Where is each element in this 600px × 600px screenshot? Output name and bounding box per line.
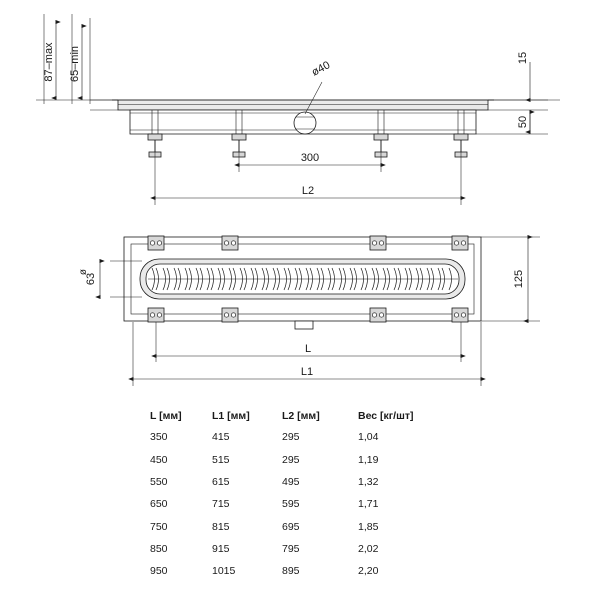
cell-l2: 595 xyxy=(282,498,300,511)
cell-l: 350 xyxy=(150,431,168,444)
cell-l: 450 xyxy=(150,453,168,466)
table-row xyxy=(150,493,440,515)
cell-l1: 715 xyxy=(212,498,230,511)
cell-l1: 615 xyxy=(212,475,230,488)
cell-l1: 915 xyxy=(212,543,230,556)
svg-text:65–min: 65–min xyxy=(69,45,81,83)
table-row xyxy=(150,538,440,560)
cell-l2: 895 xyxy=(282,565,300,578)
svg-text:15: 15 xyxy=(517,51,529,65)
column-header-l: L [мм] xyxy=(150,410,182,422)
table-row xyxy=(150,448,440,470)
svg-text:L: L xyxy=(304,343,312,355)
cell-l2: 495 xyxy=(282,475,300,488)
cell-l2: 695 xyxy=(282,520,300,533)
svg-text:125: 125 xyxy=(513,269,525,289)
cell-l1: 515 xyxy=(212,453,230,466)
column-header-weight: Вес [кг/шт] xyxy=(358,410,414,422)
cell-l: 850 xyxy=(150,543,168,556)
svg-text:63: 63 xyxy=(85,272,97,286)
cell-l2: 795 xyxy=(282,543,300,556)
svg-text:ø: ø xyxy=(78,268,89,276)
svg-text:300: 300 xyxy=(300,152,320,164)
cell-weight: 1,04 xyxy=(358,431,379,444)
cell-l2: 295 xyxy=(282,431,300,444)
cell-l: 750 xyxy=(150,520,168,533)
table-header-row xyxy=(150,408,440,426)
cell-weight: 2,20 xyxy=(358,565,379,578)
svg-text:L2: L2 xyxy=(301,185,315,197)
svg-text:ø40: ø40 xyxy=(309,59,333,79)
table-row xyxy=(150,471,440,493)
cell-l: 550 xyxy=(150,475,168,488)
side-view-group xyxy=(36,14,560,205)
cell-weight: 1,32 xyxy=(358,475,379,488)
cell-l2: 295 xyxy=(282,453,300,466)
cell-l1: 1015 xyxy=(212,565,236,578)
cell-weight: 1,85 xyxy=(358,520,379,533)
cell-weight: 1,71 xyxy=(358,498,379,511)
cell-weight: 1,19 xyxy=(358,453,379,466)
specification-table xyxy=(150,408,440,583)
cell-l: 650 xyxy=(150,498,168,511)
table-row xyxy=(150,560,440,582)
svg-text:L1: L1 xyxy=(300,366,314,378)
top-view-group xyxy=(78,236,540,386)
column-header-l2: L2 [мм] xyxy=(282,410,320,422)
column-header-l1: L1 [мм] xyxy=(212,410,250,422)
table-row xyxy=(150,426,440,448)
cell-l1: 415 xyxy=(212,431,230,444)
svg-text:50: 50 xyxy=(517,115,529,129)
cell-weight: 2,02 xyxy=(358,543,379,556)
svg-text:87–max: 87–max xyxy=(43,42,55,82)
cell-l: 950 xyxy=(150,565,168,578)
table-row xyxy=(150,516,440,538)
cell-l1: 815 xyxy=(212,520,230,533)
